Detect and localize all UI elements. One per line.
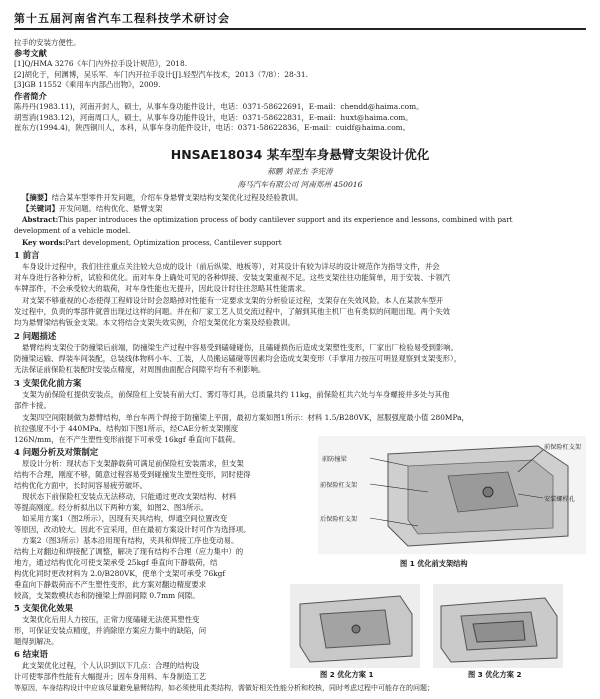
paragraph-line: 结构优化方面中，长时间容易疲劳破坏。 [14,481,148,490]
label-bracket-top: 前保险杠支架 [544,444,582,451]
paragraph-line: 等原因，车身结构设计中应该尽量避免悬臂结构，如必须使用此类结构，需做好相关性能分析和校核，同时考虑过程中可能存在的问题； [14,684,434,692]
figure-3-caption: 图 3 优化方案 2 [468,670,522,679]
figure-3 [433,584,563,668]
article-authors: 郝鹏 刘亚杰 李宪涛 [267,167,333,176]
label-mount-point: 安装螺栓孔 [544,496,575,503]
reference-item: [3]GB 11552《乘用车内部凸出物》，2009. [14,80,161,89]
paragraph-line: 较高，支架数模状态和防撞梁上焊面间隙 0.7mm 间隙。 [14,591,200,600]
paragraph-line: 支架优化后用人力按压，正常力度磕碰无法使其塑性变 [22,615,200,624]
section-heading: 3 支架优化前方案 [14,378,82,388]
paragraph-line: 题得到解决。 [14,637,59,646]
keywords-text: 开发问题、结构优化、悬臂支架 [58,204,163,213]
refs-heading: 参考文献 [14,48,47,58]
label-front-bracket: 前保险杠支架 [320,482,358,489]
paragraph-line: 此支架优化过程，个人认识到以下几点：合理的结构设 [22,661,200,670]
abstract-text: 结合某车型零件开发问题，介绍车身悬臂支架结构支架优化过程及经验教训。 [51,193,303,202]
abstract-label: 【摘要】 [22,193,52,202]
abstract-en-text-2: development of a vehicle model. [14,226,131,235]
section-heading: 6 结束语 [14,649,48,659]
paragraph-line: 126N/mm，在不产生塑性变形前提下可承受 16kgf 垂直向下载荷。 [14,435,240,444]
paragraph-line: 支架四空间限制做为悬臂结构，单台车两个焊接于防撞梁上平面，最初方案如图1所示：材料 1.5/B280VK，屈服强度最小值 280MPa， [22,413,469,422]
abstract-en-text: This paper introduces the optimization process of body cantilever support and its experience and lessons, combined with part [58,215,513,224]
label-bumper-beam: 前防撞梁 [322,456,347,463]
figure-2 [290,584,420,668]
section-heading: 1 前言 [14,250,40,260]
label-rear-bracket: 后保险杠支架 [320,516,358,523]
paragraph-line: 构优化同时更改材料为 2.0/B280VK，使单个支架可承受 76kgf [14,569,226,578]
paragraph-line: 等提高刚度。经分析拟出以下两种方案，如图2、图3所示。 [14,503,209,512]
paragraph-line: 部件卡接。 [14,401,51,410]
authors-heading: 作者简介 [14,91,47,101]
paragraph-line: 发过程中，负责的零部件就曾出现过这样的问题。并在和厂家工艺人员交流过程中，了解到其他主机厂也有类似的问题出现。两个失效 [14,307,451,316]
paragraph-line: 对车身进行各种分析，试验和优化。而对车身上确处可见的各种焊接、安装支架重视不足。这些支架往往功能简单，用于安装、卡领汽 [14,273,451,282]
figure-2-drawing [290,584,420,668]
paragraph-line: 计可使零部件性能有大幅提升；因车身用料、车身制造工艺 [14,672,207,681]
paragraph-line: 形，可保证安装点精度，并消除原方案应力集中的缺陷，问 [14,626,207,635]
article-affiliation: 海马汽车有限公司 河南郑州 450016 [237,180,363,189]
paragraph-line: 车身设计过程中，我们往往重点关注较大总成的设计（前后纵梁、地板等），对其设计有较为详尽的设计规范作为指导文件，并会 [22,262,440,271]
keywords-en-label: Key words: [22,238,66,247]
section-heading: 2 问题描述 [14,331,57,341]
abstract-en-label: Abstract: [22,215,59,224]
author-bio: 陈丹丹(1983.11)，河南开封人，硕士，从事车身功能件设计，电话：0371-58622691，E-mail：chendd@haima.com。 [14,102,424,111]
paragraph-line: 垂直向下静载荷而不产生塑性变形，此方案对翻边精度要求 [14,580,207,589]
section-heading: 5 支架优化效果 [14,603,73,613]
figure-1-caption: 图 1 优化前支架结构 [400,559,468,568]
section-heading: 4 问题分析及对策制定 [14,447,99,457]
figure-3-drawing [433,584,563,668]
paragraph-line: 悬臂结构支架位于防撞梁后前端，防撞梁生产过程中容易受到磕碰碰伤，且磕碰损伤后造成支架塑性变形，厂家出厂检验易受到影响。 [22,343,459,352]
paragraph-line: 支架为前保险杠提供安装点，前保险杠上安装有前大灯、雾灯等灯具，总质量共约 11kg，前保险杠共六处与车身螺接并多处与其他 [22,390,450,399]
keywords-label: 【关键词】 [22,204,59,213]
page-header [14,8,586,30]
paragraph-line: 车牌部件，不会承受较大的载荷，对车身性能也无提升，因此设计时往往忽略其性能需求。 [14,284,310,293]
paragraph-line: 结构上对翻边和焊接配了调整，解决了现有结构不合理（应力集中）的 [14,547,244,556]
keywords-en-text: Part development, Optimization process, Cantilever support [65,238,282,247]
paragraph-line: 原设计分析：现状态下支架静载荷可满足前保险杠安装需求，但支架 [22,459,244,468]
prev-article-tail: 拉手的安装方便性。 [14,38,81,47]
figure-2-caption: 图 2 优化方案 1 [320,670,374,679]
reference-item: [1]Q/HMA 3276《车门内外拉手设计规范》，2018. [14,59,188,68]
author-bio: 胡雪消(1983.12)，河南周口人，硕士，从事车身功能件设计，电话：0371-58622831，E-mail：huxt@haima.com。 [14,112,413,122]
paragraph-line: 抗拉强度不小于 440MPa。结构如下图1所示，经CAE分析支架刚度 [14,424,239,433]
paragraph-line: 等原因，改动较大。因此不宜采用，但在最初方案设计时可作为选择项。 [14,525,251,534]
reference-item: [2]胡化于，何渊博，吴乐军．车门内开拉手设计[J].轻型汽车技术，2013（7/8）：28-31. [14,69,308,79]
author-bio: 崔东方(1994.4)，陕西铜川人，本科，从事车身功能件设计，电话：0371-58622836，E-mail：cuidf@haima.com。 [14,123,411,132]
paragraph-line: 结构不合理，刚度不够，随意过程容易受到碰撞发生塑性变形，同时使得 [14,470,251,479]
article-title: HNSAE18034 某车型车身悬臂支架设计优化 [170,147,430,162]
paragraph-line: 地方，通过结构优化可使支架承受 25kgf 垂直向下静载荷，结 [14,558,218,567]
paragraph-line: 方案2（图3所示）基本沿用现有结构，夹具和焊接工序也变动易。 [22,536,239,545]
conference-title: 第十五届河南省汽车工程科技学术研讨会 [14,12,230,25]
figure-1 [318,436,586,554]
paragraph-line: 现状态下前保险杠安装点无法移动，只能通过更改支架结构、材料 [22,492,237,501]
paragraph-line: 均为悬臂梁结构钣金支架。本文将结合支架失效实例，介绍支架优化方案及经验教训。 [14,318,295,327]
paragraph-line: 防撞梁运输、焊装车间装配，总装线体物料小车、工装，人员搬运磕碰等因素均会造成支架变形（手掌用力按压可明显观察到支架变形）， [14,354,462,363]
paragraph-line: 无法保证前保险杠装配时安装点精度，对周围曲面配合间隙平均有不利影响。 [14,365,266,374]
paragraph-line: 对支架不够重视的心态使得工程师设计时会忽略掉对性能有一定要求支架的分析验证过程，支架存在失效风险。本人在某款车型开 [22,296,444,305]
paragraph-line: 如采用方案1（图2所示），因现有夹具结构，焊通空间位置改变 [22,514,228,523]
